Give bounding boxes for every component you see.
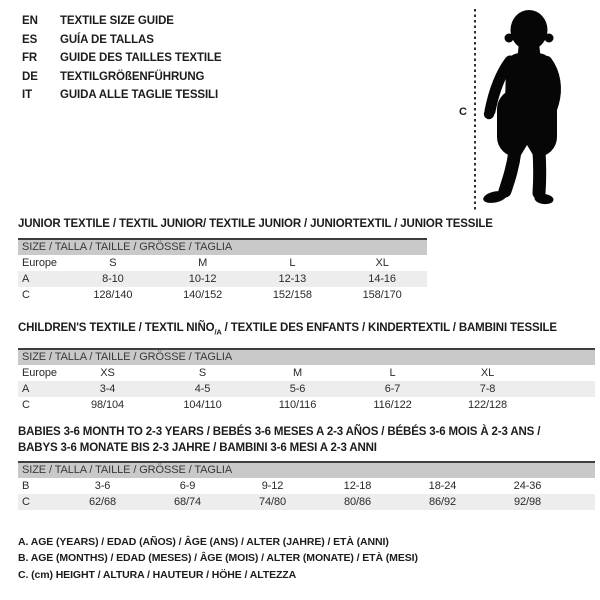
table-cell: 18-24 (428, 480, 457, 492)
note-line: C. (cm) HEIGHT / ALTURA / HAUTEUR / HÖHE / ALTEZZA (18, 568, 297, 581)
table-cell: 7-8 (479, 383, 496, 396)
table-cell: 80/86 (343, 496, 372, 508)
size-table-section (18, 424, 595, 510)
section-title (18, 424, 595, 440)
section-title-text: CHILDREN'S TEXTILE / TEXTIL NIÑO (18, 322, 215, 334)
table-row (18, 494, 595, 510)
section-title-text: BABYS 3-6 MONATE BIS 2-3 JAHRE / BAMBINI 3-6 MESI A 2-3 ANNI (18, 442, 377, 454)
table-row (18, 381, 595, 397)
height-measure-label: C (459, 106, 467, 118)
language-row (22, 68, 222, 87)
table-cell: 9-12 (261, 480, 284, 492)
size-header-bar: SIZE / TALLA / TAILLE / GRÖSSE / TAGLIA (18, 461, 595, 478)
language-title: GUÍA DE TALLAS (60, 33, 154, 46)
size-table (18, 461, 595, 510)
language-row (22, 31, 222, 50)
table-row (18, 478, 595, 494)
table-cell: 152/158 (272, 289, 312, 301)
language-code: DE (22, 70, 38, 83)
table-row (18, 287, 427, 303)
table-cell: 12-13 (278, 273, 307, 285)
section-title-text: BABIES 3-6 MONTH TO 2-3 YEARS / BEBÉS 3-6 MESES A 2-3 AÑOS / BÉBÉS 3-6 MOIS À 2-3 ANS / (18, 426, 541, 438)
table-cell: 68/74 (173, 496, 202, 508)
language-code: ES (22, 33, 38, 46)
table-cell: S (198, 367, 207, 380)
table-cell: XS (100, 367, 115, 380)
table-cell: 6-9 (179, 480, 196, 492)
table-cell: L (389, 367, 396, 380)
section-title-text: JUNIOR TEXTILE / TEXTIL JUNIOR/ TEXTILE JUNIOR / JUNIORTEXTIL / JUNIOR TESSILE (18, 218, 493, 230)
table-cell: M (292, 367, 303, 380)
table-cell: L (289, 257, 296, 269)
table-cell: 158/170 (362, 289, 402, 301)
language-title: GUIDA ALLE TAGLIE TESSILI (60, 89, 219, 101)
section-title (18, 440, 595, 456)
section-title-text: / TEXTILE DES ENFANTS / KINDERTEXTIL / BAMBINI TESSILE (221, 322, 557, 334)
table-cell: XL (375, 257, 389, 269)
table-row (18, 397, 595, 413)
language-row (22, 86, 222, 105)
table-cell: 10-12 (188, 273, 217, 285)
row-label: B (22, 480, 30, 492)
note-line: A. AGE (YEARS) / EDAD (AÑOS) / ÂGE (ANS) / ALTER (JAHRE) / ETÀ (ANNI) (18, 536, 389, 548)
table-cell: 62/68 (88, 496, 117, 508)
table-cell: 110/116 (278, 399, 317, 412)
language-title: TEXTILE SIZE GUIDE (60, 15, 174, 27)
table-cell: 98/104 (90, 399, 125, 412)
table-cell: 3-6 (94, 480, 111, 492)
table-cell: 5-6 (289, 383, 306, 396)
table-cell: 140/152 (183, 289, 223, 301)
row-label: C (22, 289, 30, 301)
language-title: GUIDE DES TAILLES TEXTILE (60, 52, 222, 64)
row-label: C (22, 496, 30, 508)
size-header-bar: SIZE / TALLA / TAILLE / GRÖSSE / TAGLIA (18, 238, 427, 255)
height-measure-line (474, 9, 476, 210)
measure-notes (18, 534, 418, 583)
table-cell: M (198, 257, 208, 269)
language-row (22, 49, 222, 68)
table-cell: 86/92 (428, 496, 457, 508)
row-label: A (22, 383, 30, 396)
language-title-list (22, 12, 222, 105)
table-cell: 14-16 (368, 273, 396, 285)
table-cell: XL (480, 367, 495, 380)
language-row (22, 12, 222, 31)
table-cell: 116/122 (373, 399, 412, 412)
table-cell: 12-18 (343, 480, 372, 492)
size-table-section (18, 320, 595, 413)
row-label: Europe (22, 367, 57, 380)
row-label: Europe (22, 257, 57, 269)
table-row (18, 271, 427, 287)
section-title-subscript: /A (214, 327, 222, 337)
language-code: FR (22, 52, 38, 64)
table-cell: 128/140 (93, 289, 133, 301)
note-line: B. AGE (MONTHS) / EDAD (MESES) / ÂGE (MOIS) / ALTER (MONATE) / ETÀ (MESI) (18, 552, 418, 565)
size-table (18, 238, 427, 303)
size-header-bar: SIZE / TALLA / TAILLE / GRÖSSE / TAGLIA (18, 348, 595, 365)
table-row (18, 365, 595, 381)
baby-silhouette-icon (482, 9, 568, 209)
table-cell: 4-5 (194, 383, 211, 396)
section-title (18, 320, 595, 340)
size-table (18, 348, 595, 413)
table-cell: S (109, 257, 117, 269)
table-cell: 8-10 (102, 273, 124, 285)
table-cell: 24-36 (513, 480, 542, 492)
table-cell: 3-4 (99, 383, 116, 396)
table-row (18, 255, 427, 271)
table-cell: 6-7 (384, 383, 401, 396)
table-cell: 122/128 (467, 399, 508, 412)
language-title: TEXTILGRÖßENFÜHRUNG (60, 70, 205, 83)
section-title (18, 216, 595, 232)
language-code: EN (22, 15, 38, 27)
table-cell: 104/110 (183, 399, 222, 412)
table-cell: 92/98 (513, 496, 542, 508)
row-label: A (22, 273, 30, 285)
language-code: IT (22, 89, 33, 101)
table-cell: 74/80 (258, 496, 287, 508)
size-table-section (18, 216, 595, 303)
row-label: C (22, 399, 30, 412)
